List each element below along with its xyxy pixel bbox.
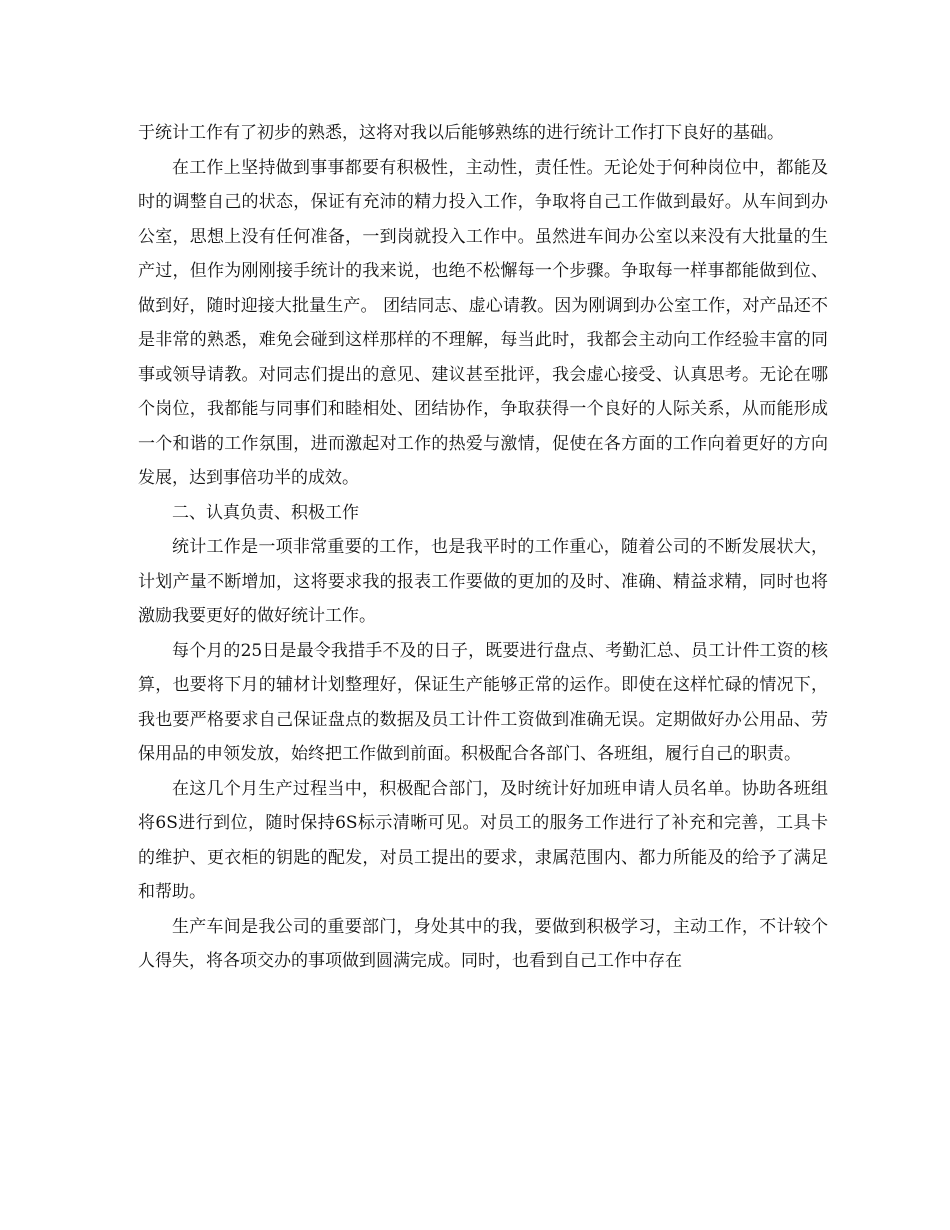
paragraph-1: 于统计工作有了初步的熟悉，这将对我以后能够熟练的进行统计工作打下良好的基础。 — [138, 123, 784, 143]
paragraph-3: 统计工作是一项非常重要的工作，也是我平时的工作重心，随着公司的不断发展状大，计划产量不断增加，这将要求我的报表工作要做的更加的及时、准确、精益求精，同时也将激励我要更好的做好统计工作。 — [138, 537, 828, 626]
paragraph-5: 在这几个月生产过程当中，积极配合部门，及时统计好加班申请人员名单。协助各班组将6S进行到位，随时保持6S标示清晰可见。对员工的服务工作进行了补充和完善，工具卡的维护、更衣柜的钥匙的配发，对员工提出的要求，隶属范围内、都力所能及的给予了满足和帮助。 — [138, 778, 828, 902]
paragraph-6: 生产车间是我公司的重要部门，身处其中的我，要做到积极学习，主动工作，不计较个人得失，将各项交办的事项做到圆满完成。同时，也看到自己工作中存在 — [138, 916, 828, 971]
paragraph-4: 每个月的25日是最令我措手不及的日子，既要进行盘点、考勤汇总、员工计件工资的核算，也要将下月的辅材计划整理好，保证生产能够正常的运作。即使在这样忙碌的情况下，我也要严格要求自己保证盘点的数据及员工计件工资做到准确无误。定期做好办公用品、劳保用品的申领发放，始终把工作做到前面。积极配合各部门、各班组，履行自己的职责。 — [138, 640, 828, 764]
section-heading: 二、认真负责、积极工作 — [172, 502, 359, 523]
document-body — [138, 116, 828, 979]
paragraph-2: 在工作上坚持做到事事都要有积极性，主动性，责任性。无论处于何种岗位中，都能及时的调整自己的状态，保证有充沛的精力投入工作，争取将自己工作做到最好。从车间到办公室，思想上没有任何准备，一到岗就投入工作中。虽然进车间办公室以来没有大批量的生产过，但作为刚刚接手统计的我来说，也绝不松懈每一个步骤。争取每一样事都能做到位、做到好，随时迎接大批量生产。 团结同志、虚心请教。因为刚调到办公室工作，对产品还不是非常的熟悉，难免会碰到这样那样的不理解，每当此时，我都会主动向工作经验丰富的同事或领导请教。对同志们提出的意见、建议甚至批评，我会虚心接受、认真思考。无论在哪个岗位，我都能与同事们和睦相处、团结协作，争取获得一个良好的人际关系，从而能形成一个和谐的工作氛围，进而激起对工作的热爱与激情，促使在各方面的工作向着更好的方向发展，达到事倍功半的成效。 — [138, 157, 828, 488]
